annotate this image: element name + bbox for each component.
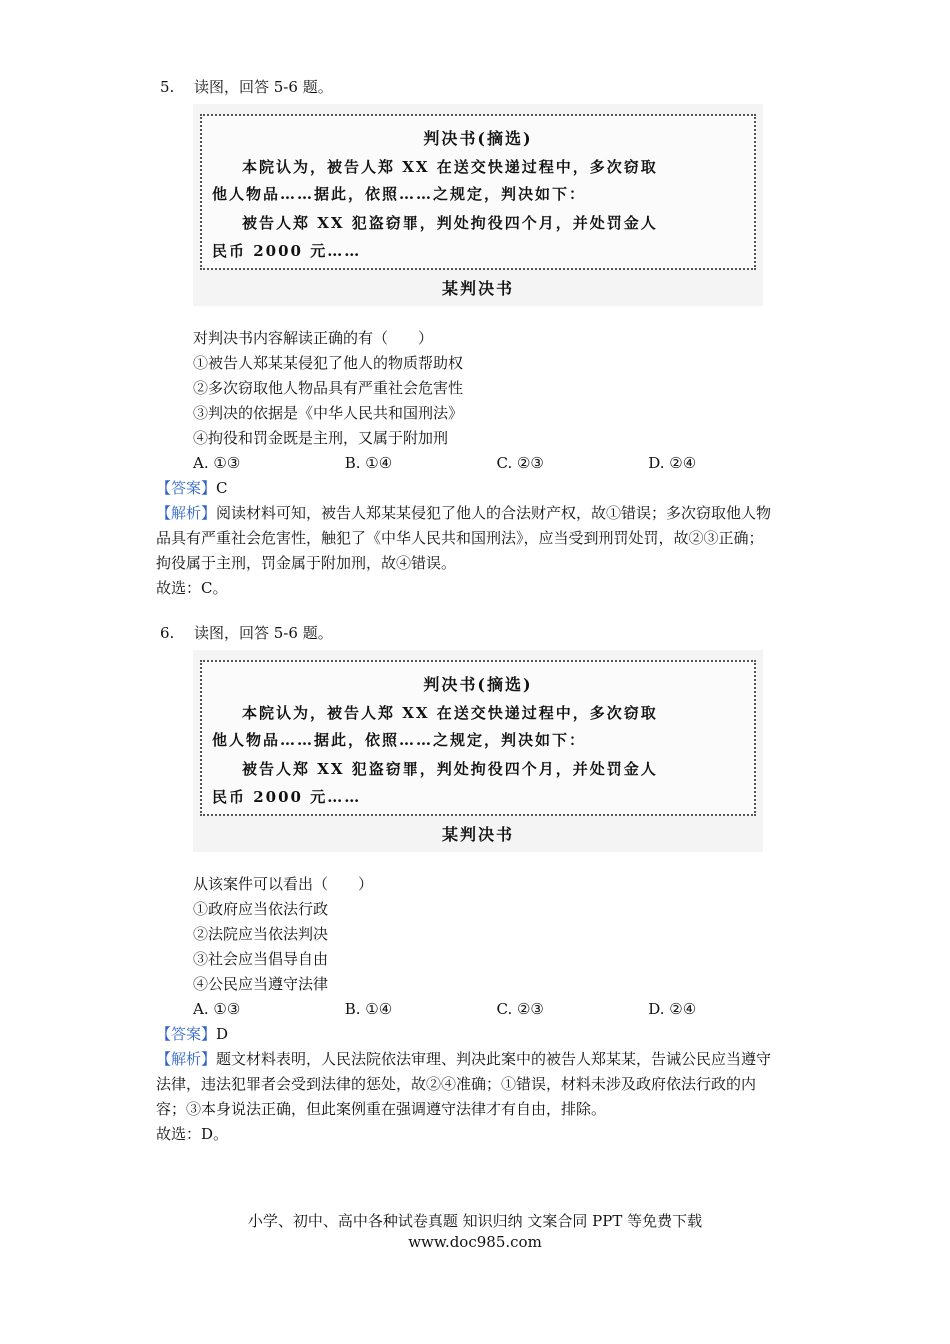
judgment-line: 他人物品……据此，依照……之规定，判决如下： bbox=[212, 731, 587, 749]
question-prompt: 读图，回答 5-6 题。 bbox=[194, 624, 333, 642]
conclusion-line: 故选：D。 bbox=[156, 1125, 229, 1143]
footer-tagline: 小学、初中、高中各种试卷真题 知识归纳 文案合同 PPT 等免费下载 bbox=[247, 1212, 703, 1230]
judgment-line: 民币 2000 元…… bbox=[212, 242, 362, 260]
option-a: A. ①③ bbox=[193, 1000, 241, 1018]
question-number: 6. bbox=[160, 624, 175, 642]
statement-item: ①政府应当依法行政 bbox=[193, 900, 329, 918]
statement-item: ④拘役和罚金既是主刑，又属于附加刑 bbox=[193, 429, 449, 447]
statement-item: ②多次窃取他人物品具有严重社会危害性 bbox=[193, 379, 464, 397]
judgment-box bbox=[200, 660, 756, 816]
answer-tag: 【答案】 bbox=[156, 1025, 217, 1043]
statement-item: ③判决的依据是《中华人民共和国刑法》 bbox=[193, 404, 464, 422]
analysis-text: 阅读材料可知，被告人郑某某侵犯了他人的合法财产权，故①错误；多次窃取他人物品具有严重社会危害性，触犯了《中华人民共和国刑法》，应当受到刑罚处罚，故②③正确；拘役属于主刑，罚金属于附加刑，故④错误。 bbox=[156, 504, 772, 572]
question-6 bbox=[156, 622, 800, 1147]
judgment-line: 民币 2000 元…… bbox=[212, 788, 362, 806]
question-body bbox=[193, 872, 800, 997]
judgment-box bbox=[200, 114, 756, 270]
statement-item: ②法院应当依法判决 bbox=[193, 925, 329, 943]
analysis-text: 题文材料表明，人民法院依法审理、判决此案中的被告人郑某某，告诫公民应当遵守法律，违法犯罪者会受到法律的惩处，故②④准确；①错误，材料未涉及政府依法行政的内容；③本身说法正确，但此案例重在强调遵守法律才有自由，排除。 bbox=[156, 1050, 772, 1118]
option-d: D. ②④ bbox=[648, 1000, 697, 1018]
answer-value: D bbox=[216, 1025, 229, 1043]
judgment-figure bbox=[193, 650, 763, 852]
footer-url[interactable]: www.doc985.com bbox=[408, 1233, 542, 1251]
answer-options bbox=[193, 451, 800, 476]
question-prompt: 读图，回答 5-6 题。 bbox=[194, 78, 333, 96]
question-number: 5. bbox=[160, 78, 175, 96]
answer-line bbox=[156, 1022, 776, 1047]
option-c: C. ②③ bbox=[496, 1000, 544, 1018]
judgment-line: 本院认为，被告人郑 XX 在送交快递过程中，多次窃取 bbox=[242, 158, 658, 176]
statement-item: ①被告人郑某某侵犯了他人的物质帮助权 bbox=[193, 354, 464, 372]
judgment-title: 判决书(摘选) bbox=[423, 129, 533, 148]
answer-options bbox=[193, 997, 800, 1022]
analysis-block bbox=[156, 501, 776, 576]
judgment-line: 被告人郑 XX 犯盗窃罪，判处拘役四个月，并处罚金人 bbox=[242, 214, 658, 232]
statement-item: ④公民应当遵守法律 bbox=[193, 975, 329, 993]
question-text: 对判决书内容解读正确的有（ ） bbox=[193, 329, 434, 347]
answer-line bbox=[156, 476, 776, 501]
question-stem bbox=[160, 76, 800, 98]
answer-value: C bbox=[216, 479, 228, 497]
question-body bbox=[193, 326, 800, 451]
analysis-tag: 【解析】 bbox=[156, 504, 217, 522]
judgment-title: 判决书(摘选) bbox=[423, 675, 533, 694]
answer-tag: 【答案】 bbox=[156, 479, 217, 497]
option-a: A. ①③ bbox=[193, 454, 241, 472]
question-text: 从该案件可以看出（ ） bbox=[193, 875, 374, 893]
option-c: C. ②③ bbox=[496, 454, 544, 472]
option-b: B. ①④ bbox=[344, 1000, 393, 1018]
conclusion-line: 故选：C。 bbox=[156, 579, 228, 597]
judgment-figure bbox=[193, 104, 763, 306]
judgment-line: 被告人郑 XX 犯盗窃罪，判处拘役四个月，并处罚金人 bbox=[242, 760, 658, 778]
question-5 bbox=[156, 76, 800, 601]
judgment-line: 他人物品……据此，依照……之规定，判决如下： bbox=[212, 185, 587, 203]
question-stem bbox=[160, 622, 800, 644]
option-d: D. ②④ bbox=[648, 454, 697, 472]
statement-item: ③社会应当倡导自由 bbox=[193, 950, 329, 968]
judgment-line: 本院认为，被告人郑 XX 在送交快递过程中，多次窃取 bbox=[242, 704, 658, 722]
judgment-caption: 某判决书 bbox=[441, 279, 514, 298]
analysis-block bbox=[156, 1047, 776, 1122]
analysis-tag: 【解析】 bbox=[156, 1050, 217, 1068]
judgment-caption: 某判决书 bbox=[441, 825, 514, 844]
option-b: B. ①④ bbox=[344, 454, 393, 472]
